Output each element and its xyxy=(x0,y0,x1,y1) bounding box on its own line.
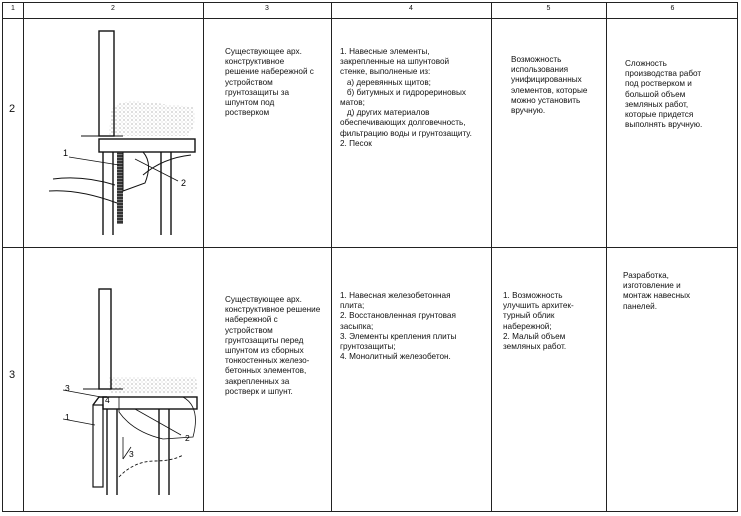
row3-elements: 1. Навесная железобетонная плита; 2. Восстановленная грунтовая засыпка; 3. Элементы крепления плиты грунтозащиты; 4. Монолитный железобетон. xyxy=(340,291,457,362)
column-divider xyxy=(491,3,492,511)
header-col-4: 4 xyxy=(409,5,413,12)
row3-advantages: 1. Возможность улучшить архитек- турный облик набережной; 2. Малый объем земляных работ. xyxy=(503,291,574,352)
column-divider xyxy=(606,3,607,511)
sketch-label-1: 1 xyxy=(65,412,70,422)
sketch-label-2: 2 xyxy=(181,178,187,188)
row-number: 3 xyxy=(9,369,16,381)
row3-existing-solution: Существующее арх. конструктивное решение набережной с устройством грунтозащиты перед шпунтом из сборных тонкостенных железо- бетонных элементов, закрепленных за ростверк и шпунт. xyxy=(225,295,321,396)
sketch-label-1: 1 xyxy=(63,148,69,158)
sketch-label-3: 3 xyxy=(65,383,70,393)
row2-elements: 1. Навесные элементы, закрепленные на шпунтовой стенке, выполненые из: а) деревянных щитов; б) битумных и гидрорериновых матов; д) других материалов обеспечивающих долговечность, фильтрацию воды и грунтозащиту. 2. Песок xyxy=(340,47,472,148)
row3-disadvantages: Разработка, изготовление и монтаж навесных панелей. xyxy=(623,271,691,311)
row-number: 2 xyxy=(9,103,16,115)
header-col-6: 6 xyxy=(670,5,675,12)
row2-disadvantages: Сложность производства работ под ростверком и большой объем земляных работ, которые придется выполнять вручную. xyxy=(625,59,703,130)
comparison-table xyxy=(2,2,738,512)
row2-advantages: Возможность использования унифицированных элементов, которые можно установить вручную. xyxy=(511,55,588,116)
row2-sketch xyxy=(23,3,223,247)
header-col-5: 5 xyxy=(546,5,551,12)
sketch-label-4: 4 xyxy=(105,395,110,405)
row3-sketch xyxy=(23,247,223,513)
row2-existing-solution: Существующее арх. конструктивное решение набережной с устройством грунтозащиты за шпунтом под ростверком xyxy=(225,47,314,118)
header-col-2: 2 xyxy=(111,5,115,12)
sketch-label-3b: 3 xyxy=(129,449,134,459)
column-divider xyxy=(331,3,332,511)
sketch-label-2: 2 xyxy=(185,433,190,443)
header-col-1: 1 xyxy=(11,5,15,12)
header-col-3: 3 xyxy=(265,5,269,12)
